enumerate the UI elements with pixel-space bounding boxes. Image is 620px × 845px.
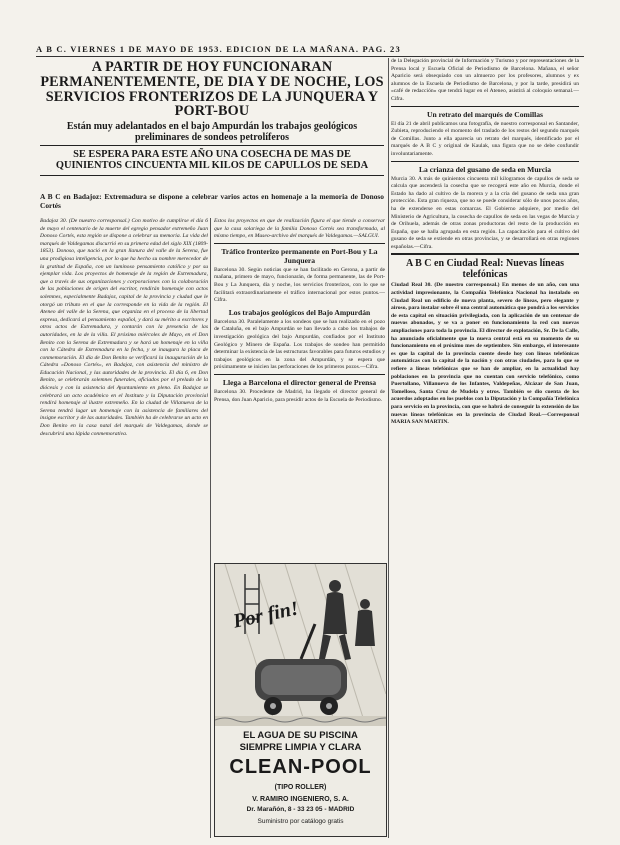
headline-rule — [40, 145, 384, 146]
middle-rule-1 — [214, 243, 385, 244]
ad-footer: Suministro por catálogo gratis — [257, 818, 344, 825]
crianza-body: Murcia 30. A más de quinientos cincuenta mil kilogramos de capullos de seda se calcula que ascenderá la cosecha que se recogerá este año en Murcia, donde el Estado ha dado al cultivo de la morera y a la cría del gusano de seda una gran protección. Esta gran riqueza, que no se puede considerar sólo de unos pocos años, ha de extenderse en estas comarcas. El Gobierno adquiere, por medio del Ministerio de Agricultura, la cosecha de capullos de seda en las vegas de Murcia y de Orihuela, además de otras zonas productoras del resto de la producción en España, que se halla agrupada en esta región. La capacitación para el cultivo del gusano de seda se extiende en otras provincias, y se desarrollará en otras regiones españolas.—Cifra. — [391, 175, 579, 250]
ad-address: Dr. Marañón, 8 - 33 23 05 - MADRID — [246, 806, 355, 813]
middle-intro: Estos los proyectos en que de realización figura el que tiende a conservar que la casa solariega de la familia Donoso Cortés sea transformada, al mismo tiempo, en Museo-archivo del marqués de Valdegamas.—SALGUI. — [214, 218, 385, 240]
ad-script-text: Por fin! — [231, 597, 301, 633]
column-divider-2 — [388, 58, 389, 838]
middle-column — [214, 218, 385, 560]
clean-pool-advertisement — [214, 563, 387, 837]
main-subheadline: Están muy adelantados en el bajo Ampurdán los trabajos geológicos preliminares de sondeos petrolíferos — [66, 121, 358, 144]
column-divider-1 — [210, 218, 211, 838]
retrato-title: Un retrato del marqués de Comillas — [427, 109, 543, 119]
extremadura-lead-text: A B C en Badajoz: Extremadura se dispone a celebrar varios actos en homenaje a la memoria de Donoso Cortés — [40, 192, 384, 210]
llega-body: Barcelona 30. Procedente de Madrid, ha llegado el director general de Prensa, don Juan Aparicio, para presidir actos de la Escuela de Periodismo. — [214, 388, 385, 403]
trafico-title: Tráfico fronterizo permanente en Port-Bou y La Junquera — [221, 246, 378, 265]
ad-line-1: EL AGUA DE SU PISCINA — [243, 730, 358, 741]
trafico-body: Barcelona 30. Según noticias que se han facilitado en Gerona, a partir de mañana, primero de mayo, funcionarán, de forma permanente, las de Port-Bou y La Junquera, día y noche, los servicios fronterizos, con lo que se facilitará extraordinariamente el tráfico internacional por estos puntos.—Cifra. — [214, 266, 385, 304]
ad-line-2: SIEMPRE LIMPIA Y CLARA — [239, 742, 362, 753]
masthead-rule — [36, 56, 584, 57]
extremadura-lead — [40, 190, 384, 218]
llega-title: Llega a Barcelona el director general de Prensa — [222, 377, 377, 387]
left-column — [40, 218, 208, 838]
middle-rule-2 — [214, 374, 385, 375]
headline-rule-bottom — [40, 175, 384, 176]
ciudad-real-title: A B C en Ciudad Real: Nuevas líneas telefónicas — [405, 258, 565, 281]
geologicos-title: Los trabajos geológicos del Bajo Ampurdán — [228, 307, 371, 317]
right-rule-2 — [391, 161, 579, 162]
right-rule-1 — [391, 106, 579, 107]
ad-company: V. RAMIRO INGENIERO, S. A. — [252, 796, 349, 803]
second-headline: SE ESPERA PARA ESTE AÑO UNA COSECHA DE MAS DE QUINIENTOS CINCUENTA MIL KILOS DE CAPULLOS DE SEDA — [55, 149, 369, 172]
retrato-body: El día 21 de abril publicamos una fotografía, de nuestro corresponsal en Santander, Zubieta, reproduciendo el momento del traslado de los restos del segundo marqués de Comillas. Junto a ella aparecía un retrato del marqués, identificado por el marqués de A B C y original de Kaulak, una figura que no se debe confundir involuntariamente. — [391, 120, 579, 157]
right-rule-3 — [391, 253, 579, 255]
ciudad-real-body: Ciudad Real 30. (De nuestro corresponsal.) En menos de un año, con una actividad impresionante, la Compañía Telefónica Nacional ha instalado en Ciudad Real un edificio de nueva planta, severo de líneas, pero elegante y airoso, para instalar sobre él una central automática que pondrá a los servicios de esta capital en situación privilegiada, con la aplicación de un centenar de nuevos abonados, y se va a poner en funcionamiento la red con nuevas ampliaciones para toda la provincia. El director de explotación, Sr. De la Calle, ha anunciado oficialmente que la nueva central está en su momento de su funcionamiento en el próximo mes de septiembre. Sin embargo, el interesante es que la capital de la provincia cuente desde hoy con líneas telefónicas automáticas con la capital de la nación y con otras ciudades, para lo que se refiere a líneas telefónicas que se han de ampliar, en la actualidad hay poblaciones en la provincia que no cuentan con servicio telefónico, como Puertollano, Villanueva de los Infantes, Valdepeñas, Alcázar de San Juan, Tomelloso, Santa Cruz de Mudela y otros. También se dio cuenta de los acuerdos adoptados en los pueblos con la Diputación y la Compañía Telefónica para servicio en la provincia, con que se habrá de conseguir la extensión de las nuevas líneas telefónicas en la provincia de Ciudad Real.—Corresponsal MARIA SAN MARTIN. — [391, 282, 579, 426]
ad-brand: CLEAN-POOL — [229, 756, 372, 778]
extremadura-body: Badajoz 30. (De nuestro corresponsal.) Con motivo de cumplirse el día 6 de mayo el centenario de la muerte del egregio pensador extremeño Juan Donoso Cortés, esta región se dispone a celebrar su memoria. La vida del marqués de Valdegamas discurrió en su primera edad del siglo XIX (1809-1853). Donoso, que nació en la gran llanura del valle de la Serena, fue una prodigiosa inteligencia, por lo que ha hecho su nombre merecedor de la gratitud de España, con un luminoso pensamiento católico y por su ejemplar vida. Los proyectos de homenaje de la región de Extremadura, que a través de sus organizaciones y corporaciones con la colaboración de las poblaciones de origen del escritor, rendirán homenaje con actos solemnes, especialmente Badajoz, capital de la provincia y ciudad que le otorgó un tributo en el que la corresponde en la vida de la región. El Ateneo del valle de la Serena, que organiza en el proceso de la libertad expresa, dedicará al pensamiento español, y dará su mérito a escritores y otros actos de Extremadura, y contarán con la presencia de las autoridades, en la de la villa. El próximo miércoles de Mayo, en el Don Benito con la Serena de Extremadura y se hará un homenaje en la villa con la Cátedra de Extremadura en la fecha, y se inaugura la placa de conmemoración. El día de Don Benito se verificará la inauguración de la Cátedra «Donoso Cortés», en Badajoz, con asistencia del ministro de Educación Nacional, y las autoridades de la provincia. El día 6, en Don Benito, se celebrarán solemnes funerales, oficiados por el prelado de la diócesis y con la asistencia del Ayuntamiento en pleno. En Badajoz se celebrará un acto académico en el Instituto y la Diputación provincial rendirá homenaje al ilustre extremeño. En la ciudad de Villanueva de la Serena tendrá lugar un homenaje con la asistencia de familiares del insigne escritor y de las autoridades. También ha de celebrarse un acto en Don Benito en la casa natal del marqués de Valdegamas, donde se descubrirá una lápida conmemorativa. — [40, 218, 208, 437]
right-column — [391, 58, 579, 838]
geologicos-body: Barcelona 30. Paralelamente a los sondeos que se han realizado en el pozo de Cataluña, en el bajo Ampurdán se han llevado a cabo los trabajos de investigación geológica del bajo Ampurdán, confiados por el Instituto Geológico y Minero de España. Los trabajos de sondeo han permitido determinar la existencia de las estructuras favorables para futuros estudios y trabajos geológicos en la zona del Ampurdán, y se espera que próximamente se inicien las perforaciones de los primeros pozos.—Cifra. — [214, 318, 385, 371]
right-intro: de la Delegación provincial de Información y Turismo y por representaciones de la Prensa local y Escuela Oficial de Periodismo de Barcelona. Mañana, el señor Aparicio será obsequiado con un almuerzo por los profesores, alumnos y ex alumnos de la Escuela de Periodismo de Barcelona, y por la tarde, presidirá un «café de redacción» que tendrá lugar en el Ateneo, asistirá al coloquio semanal.—Cifra. — [391, 58, 579, 102]
masthead-line: A B C. VIERNES 1 DE MAYO DE 1953. EDICION DE LA MAÑANA. PAG. 23 — [36, 44, 401, 54]
ad-type: (TIPO ROLLER) — [274, 784, 327, 791]
crianza-title: La crianza del gusano de seda en Murcia — [418, 164, 552, 174]
main-headline: A PARTIR DE HOY FUNCIONARAN PERMANENTEMENTE, DE DIA Y DE NOCHE, LOS SERVICIOS FRONTERIZOS DE LA JUNQUERA Y PORT-BOU — [40, 60, 384, 120]
